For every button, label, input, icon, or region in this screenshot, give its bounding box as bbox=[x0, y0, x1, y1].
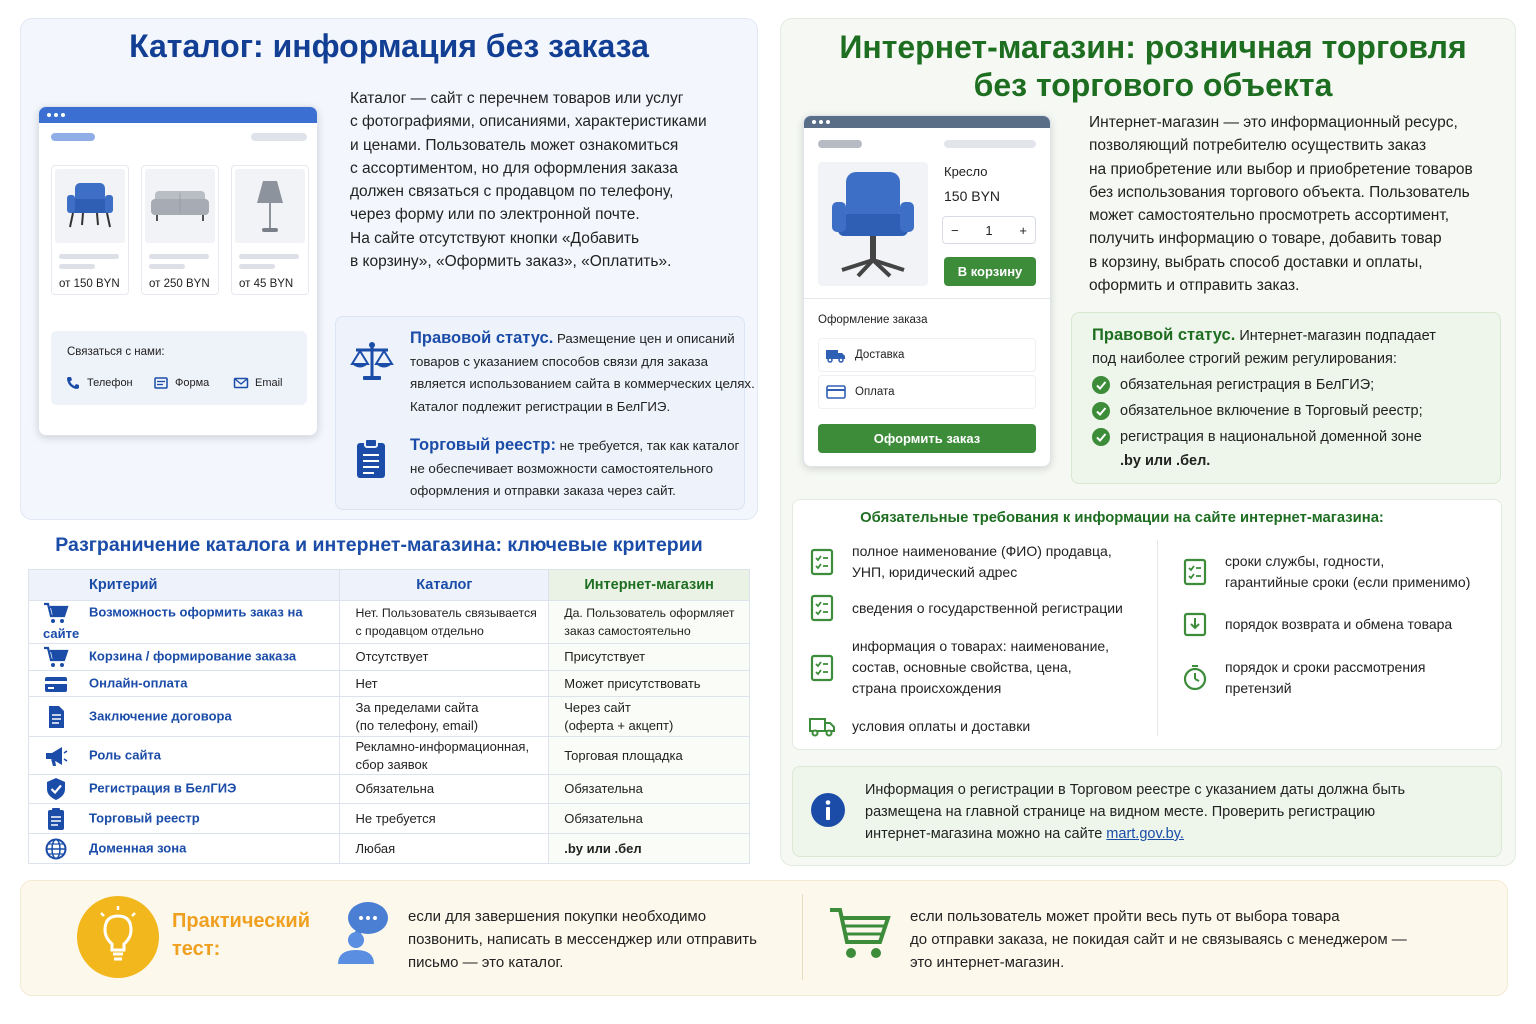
product-price: 150 BYN bbox=[944, 188, 1001, 204]
clipboard-icon bbox=[354, 438, 388, 480]
product-price: от 45 BYN bbox=[239, 278, 294, 290]
lamp-icon bbox=[235, 169, 305, 243]
shop-title: Интернет-магазин: розничная торговля без торгового объекта bbox=[839, 29, 1467, 103]
catalog-registry-note: Торговый реестр: не требуется, так как каталог не обеспечивает возможности самостоятельного оформления и отправки заказа через сайт. bbox=[410, 436, 740, 498]
delivery-option[interactable]: Доставка bbox=[818, 338, 1036, 372]
qty-minus-button[interactable]: − bbox=[951, 222, 959, 238]
globe-icon bbox=[43, 837, 69, 861]
cart-icon bbox=[828, 906, 892, 962]
armchair-icon bbox=[55, 169, 125, 243]
contact-label: Связаться с нами: bbox=[67, 346, 165, 358]
list-item: обязательное включение в Торговый реестр; bbox=[1092, 399, 1497, 423]
table-row: Онлайн-оплата Нет Может присутствовать bbox=[29, 671, 750, 697]
check-circle-icon bbox=[1092, 428, 1110, 446]
table-row: Возможность оформить заказ на сайте Нет. Пользователь связывается с продавцом отдельно Да. Пользователь оформляет заказ самостоятельно bbox=[29, 601, 750, 644]
product-name: Кресло bbox=[944, 164, 988, 179]
credit-card-icon bbox=[43, 672, 69, 696]
quantity-stepper[interactable] bbox=[942, 216, 1036, 244]
product-price: от 150 BYN bbox=[59, 278, 120, 290]
checklist-icon bbox=[1181, 558, 1209, 586]
search-placeholder bbox=[251, 133, 307, 141]
contact-box bbox=[51, 331, 307, 405]
armchair-icon bbox=[818, 162, 928, 286]
requirement-item: сведения о государственной регистрации bbox=[808, 594, 1123, 622]
form-icon bbox=[153, 375, 169, 391]
catalog-test-text: если для завершения покупки необходимо позвонить, написать в мессенджер или отправить письмо — это каталог. bbox=[408, 908, 757, 971]
lightbulb-icon bbox=[77, 896, 159, 978]
comparison-title: Разграничение каталога и интернет-магазина: ключевые критерии bbox=[55, 534, 703, 556]
email-icon bbox=[233, 375, 249, 391]
requirement-item: порядок возврата и обмена товара bbox=[1181, 610, 1452, 638]
checklist-icon bbox=[808, 548, 836, 576]
table-row: Торговый реестр Не требуется Обязательна bbox=[29, 804, 750, 834]
clipboard-icon bbox=[43, 807, 69, 831]
add-to-cart-button[interactable]: В корзину bbox=[944, 257, 1036, 286]
shop-legal-list bbox=[1092, 373, 1497, 473]
product-card[interactable] bbox=[51, 165, 129, 295]
header-shop: Интернет-магазин bbox=[549, 570, 750, 601]
info-icon bbox=[810, 792, 846, 828]
shop-legal-status: Правовой статус. Интернет-магазин подпадает под наиболее строгий режим регулирования: bbox=[1092, 326, 1436, 367]
catalog-legal-status: Правовой статус. Размещение цен и описаний товаров с указанием способов связи для заказа является использованием сайта в коммерческих целях. Каталог подлежит регистрации в БелГИЭ. bbox=[410, 329, 755, 414]
table-row: Заключение договора За пределами сайта (по телефону, email) Через сайт (оферта + акцепт) bbox=[29, 697, 750, 737]
requirement-item: информация о товарах: наименование, состав, основные свойства, цена, страна происхождения bbox=[808, 636, 1109, 699]
return-icon bbox=[1181, 610, 1209, 638]
shop-mock-window bbox=[803, 115, 1051, 467]
cart-icon bbox=[43, 645, 69, 669]
header-catalog: Каталог bbox=[340, 570, 549, 601]
scales-icon bbox=[350, 340, 394, 382]
product-card[interactable] bbox=[231, 165, 309, 295]
check-circle-icon bbox=[1092, 402, 1110, 420]
order-label: Оформление заказа bbox=[818, 314, 928, 326]
catalog-mock-window bbox=[38, 106, 318, 436]
checkout-button[interactable]: Оформить заказ bbox=[818, 424, 1036, 453]
check-circle-icon bbox=[1092, 376, 1110, 394]
requirements-title: Обязательные требования к информации на сайте интернет-магазина: bbox=[860, 510, 1384, 526]
truck-icon bbox=[808, 712, 836, 740]
requirement-item: сроки службы, годности, гарантийные сроки (если применимо) bbox=[1181, 551, 1470, 593]
list-item: обязательная регистрация в БелГИЭ; bbox=[1092, 373, 1497, 397]
product-card[interactable] bbox=[141, 165, 219, 295]
header-criterion: Критерий bbox=[29, 570, 340, 601]
qty-value: 1 bbox=[985, 222, 993, 238]
requirement-item: условия оплаты и доставки bbox=[808, 712, 1030, 740]
table-row: Корзина / формирование заказа Отсутствует Присутствует bbox=[29, 644, 750, 671]
catalog-title: Каталог: информация без заказа bbox=[129, 28, 649, 64]
contact-phone[interactable]: Телефон bbox=[65, 375, 133, 391]
sofa-icon bbox=[145, 169, 215, 243]
clock-icon bbox=[1181, 664, 1209, 692]
registry-info-text: Информация о регистрации в Торговом реестре с указанием даты должна быть размещена на главной странице на видном месте. Проверить регистрацию интернет-магазина можно на сайте mart.gov.by. bbox=[865, 782, 1406, 842]
shop-description: Интернет-магазин — это информационный ресурс, позволяющий потребителю осуществить заказ на приобретение или выбор и приобретение товаров без использования торгового объекта. Пользователь может самостоятельно просмотреть ассортимент, получить информацию о товаре, добавить товар в корзину, выбрать способ доставки и оплаты, оформить и отправить заказ. bbox=[1089, 114, 1473, 295]
payment-option[interactable]: Оплата bbox=[818, 375, 1036, 409]
contact-form[interactable]: Форма bbox=[153, 375, 209, 391]
table-row: Регистрация в БелГИЭ Обязательна Обязательна bbox=[29, 775, 750, 804]
checklist-icon bbox=[808, 654, 836, 682]
catalog-description: Каталог — сайт с перечнем товаров или услуг с фотографиями, описаниями, характеристиками и ценами. Пользователь может ознакомиться с ассортиментом, но для оформления заказа должен связаться с продавцом по телефону, через форму или по электронной почте. На сайте отсутствуют кнопки «Добавить в корзину», «Оформить заказ», «Оплатить». bbox=[350, 90, 707, 271]
document-icon bbox=[43, 705, 69, 729]
phone-icon bbox=[65, 375, 81, 391]
table-header-row bbox=[29, 570, 750, 601]
credit-card-icon bbox=[825, 384, 847, 400]
requirement-item: полное наименование (ФИО) продавца, УНП, юридический адрес bbox=[808, 541, 1112, 583]
qty-plus-button[interactable]: + bbox=[1019, 222, 1027, 238]
logo-placeholder bbox=[51, 133, 95, 141]
practical-test-title: Практический тест: bbox=[172, 910, 311, 960]
list-item: регистрация в национальной доменной зоне .by или .бел. bbox=[1092, 425, 1497, 473]
browser-titlebar bbox=[39, 107, 317, 123]
truck-icon bbox=[825, 347, 847, 363]
cart-icon bbox=[43, 601, 69, 625]
product-price: от 250 BYN bbox=[149, 278, 210, 290]
mart-gov-link[interactable]: mart.gov.by. bbox=[1106, 826, 1184, 842]
shop-test-text: если пользователь может пройти весь путь от выбора товара до отправки заказа, не покидая сайт и не связываясь с менеджером — это интернет-магазин. bbox=[910, 908, 1407, 971]
requirement-item: порядок и сроки рассмотрения претензий bbox=[1181, 657, 1425, 699]
person-chat-icon bbox=[334, 898, 392, 964]
table-row: Роль сайта Рекламно-информационная, сбор заявок Торговая площадка bbox=[29, 737, 750, 775]
shield-icon bbox=[43, 777, 69, 801]
contact-email[interactable]: Email bbox=[233, 375, 283, 391]
comparison-table bbox=[28, 569, 750, 864]
megaphone-icon bbox=[43, 744, 69, 768]
table-row: Доменная зона Любая .by или .бел bbox=[29, 834, 750, 864]
browser-titlebar bbox=[804, 116, 1050, 128]
checklist-icon bbox=[808, 594, 836, 622]
